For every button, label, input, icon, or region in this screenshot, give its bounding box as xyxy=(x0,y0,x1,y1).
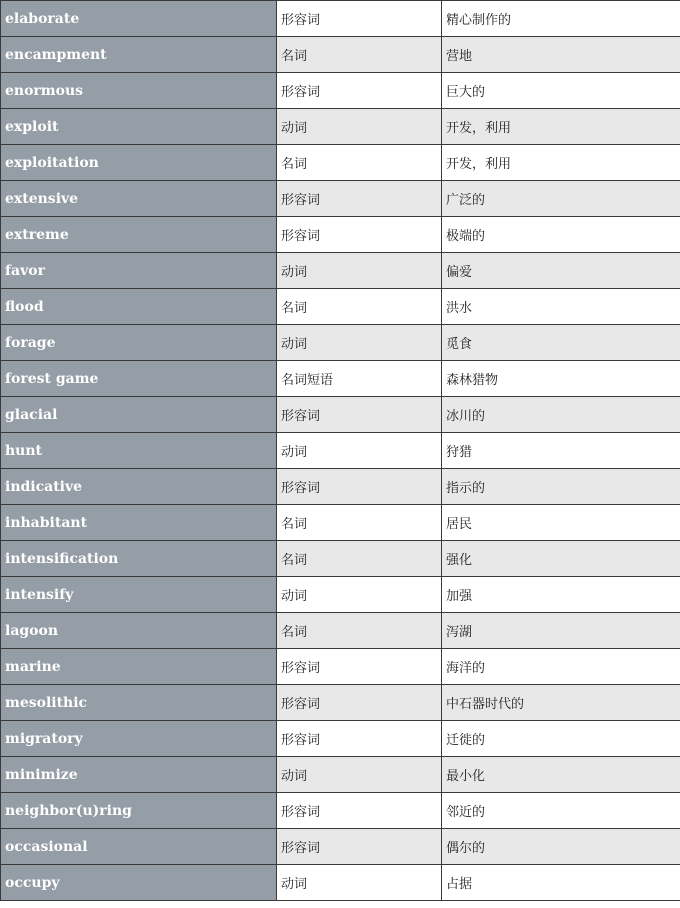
meaning-cell: 精心制作的 xyxy=(442,1,680,37)
table-row xyxy=(1,1,680,37)
meaning-cell: 中石器时代的 xyxy=(442,685,680,721)
meaning-cell: 偏爱 xyxy=(442,253,680,289)
meaning-cell: 泻湖 xyxy=(442,613,680,649)
meaning-cell: 森林猎物 xyxy=(442,361,680,397)
word-cell: exploitation xyxy=(1,145,277,181)
word-cell: elaborate xyxy=(1,1,277,37)
meaning-cell: 开发，利用 xyxy=(442,145,680,181)
table-row xyxy=(1,289,680,325)
table-row xyxy=(1,685,680,721)
part-of-speech-cell: 形容词 xyxy=(277,649,442,685)
meaning-cell: 洪水 xyxy=(442,289,680,325)
meaning-cell: 迁徙的 xyxy=(442,721,680,757)
table-row xyxy=(1,181,680,217)
word-cell: extreme xyxy=(1,217,277,253)
table-row xyxy=(1,361,680,397)
table-row xyxy=(1,865,680,901)
word-cell: enormous xyxy=(1,73,277,109)
table-row xyxy=(1,73,680,109)
meaning-cell: 开发，利用 xyxy=(442,109,680,145)
meaning-cell: 狩猎 xyxy=(442,433,680,469)
word-cell: forest game xyxy=(1,361,277,397)
table-row xyxy=(1,145,680,181)
part-of-speech-cell: 动词 xyxy=(277,325,442,361)
word-cell: extensive xyxy=(1,181,277,217)
meaning-cell: 最小化 xyxy=(442,757,680,793)
vocabulary-table-body xyxy=(1,1,680,901)
table-row xyxy=(1,505,680,541)
part-of-speech-cell: 形容词 xyxy=(277,469,442,505)
part-of-speech-cell: 形容词 xyxy=(277,685,442,721)
table-row xyxy=(1,541,680,577)
word-cell: inhabitant xyxy=(1,505,277,541)
word-cell: migratory xyxy=(1,721,277,757)
table-row xyxy=(1,829,680,865)
meaning-cell: 指示的 xyxy=(442,469,680,505)
part-of-speech-cell: 形容词 xyxy=(277,73,442,109)
table-row xyxy=(1,397,680,433)
word-cell: intensify xyxy=(1,577,277,613)
table-row xyxy=(1,469,680,505)
meaning-cell: 广泛的 xyxy=(442,181,680,217)
word-cell: encampment xyxy=(1,37,277,73)
table-row xyxy=(1,577,680,613)
word-cell: occupy xyxy=(1,865,277,901)
part-of-speech-cell: 名词 xyxy=(277,613,442,649)
part-of-speech-cell: 名词 xyxy=(277,289,442,325)
meaning-cell: 强化 xyxy=(442,541,680,577)
part-of-speech-cell: 名词 xyxy=(277,541,442,577)
meaning-cell: 偶尔的 xyxy=(442,829,680,865)
part-of-speech-cell: 名词 xyxy=(277,145,442,181)
word-cell: hunt xyxy=(1,433,277,469)
part-of-speech-cell: 形容词 xyxy=(277,181,442,217)
meaning-cell: 加强 xyxy=(442,577,680,613)
meaning-cell: 巨大的 xyxy=(442,73,680,109)
meaning-cell: 极端的 xyxy=(442,217,680,253)
meaning-cell: 营地 xyxy=(442,37,680,73)
part-of-speech-cell: 名词 xyxy=(277,37,442,73)
table-row xyxy=(1,757,680,793)
part-of-speech-cell: 名词 xyxy=(277,505,442,541)
table-row xyxy=(1,433,680,469)
table-row xyxy=(1,649,680,685)
part-of-speech-cell: 名词短语 xyxy=(277,361,442,397)
word-cell: intensification xyxy=(1,541,277,577)
table-row xyxy=(1,325,680,361)
meaning-cell: 邻近的 xyxy=(442,793,680,829)
table-row xyxy=(1,217,680,253)
word-cell: minimize xyxy=(1,757,277,793)
word-cell: glacial xyxy=(1,397,277,433)
meaning-cell: 觅食 xyxy=(442,325,680,361)
part-of-speech-cell: 动词 xyxy=(277,253,442,289)
word-cell: mesolithic xyxy=(1,685,277,721)
word-cell: indicative xyxy=(1,469,277,505)
part-of-speech-cell: 形容词 xyxy=(277,793,442,829)
word-cell: exploit xyxy=(1,109,277,145)
part-of-speech-cell: 动词 xyxy=(277,757,442,793)
part-of-speech-cell: 动词 xyxy=(277,577,442,613)
part-of-speech-cell: 形容词 xyxy=(277,217,442,253)
part-of-speech-cell: 动词 xyxy=(277,433,442,469)
meaning-cell: 居民 xyxy=(442,505,680,541)
part-of-speech-cell: 形容词 xyxy=(277,397,442,433)
meaning-cell: 冰川的 xyxy=(442,397,680,433)
meaning-cell: 海洋的 xyxy=(442,649,680,685)
table-row xyxy=(1,721,680,757)
word-cell: occasional xyxy=(1,829,277,865)
word-cell: marine xyxy=(1,649,277,685)
part-of-speech-cell: 形容词 xyxy=(277,829,442,865)
table-row xyxy=(1,793,680,829)
meaning-cell: 占据 xyxy=(442,865,680,901)
part-of-speech-cell: 形容词 xyxy=(277,721,442,757)
part-of-speech-cell: 动词 xyxy=(277,109,442,145)
table-row xyxy=(1,109,680,145)
word-cell: lagoon xyxy=(1,613,277,649)
word-cell: neighbor(u)ring xyxy=(1,793,277,829)
part-of-speech-cell: 形容词 xyxy=(277,1,442,37)
table-row xyxy=(1,253,680,289)
table-row xyxy=(1,37,680,73)
word-cell: favor xyxy=(1,253,277,289)
word-cell: forage xyxy=(1,325,277,361)
table-row xyxy=(1,613,680,649)
word-cell: flood xyxy=(1,289,277,325)
part-of-speech-cell: 动词 xyxy=(277,865,442,901)
